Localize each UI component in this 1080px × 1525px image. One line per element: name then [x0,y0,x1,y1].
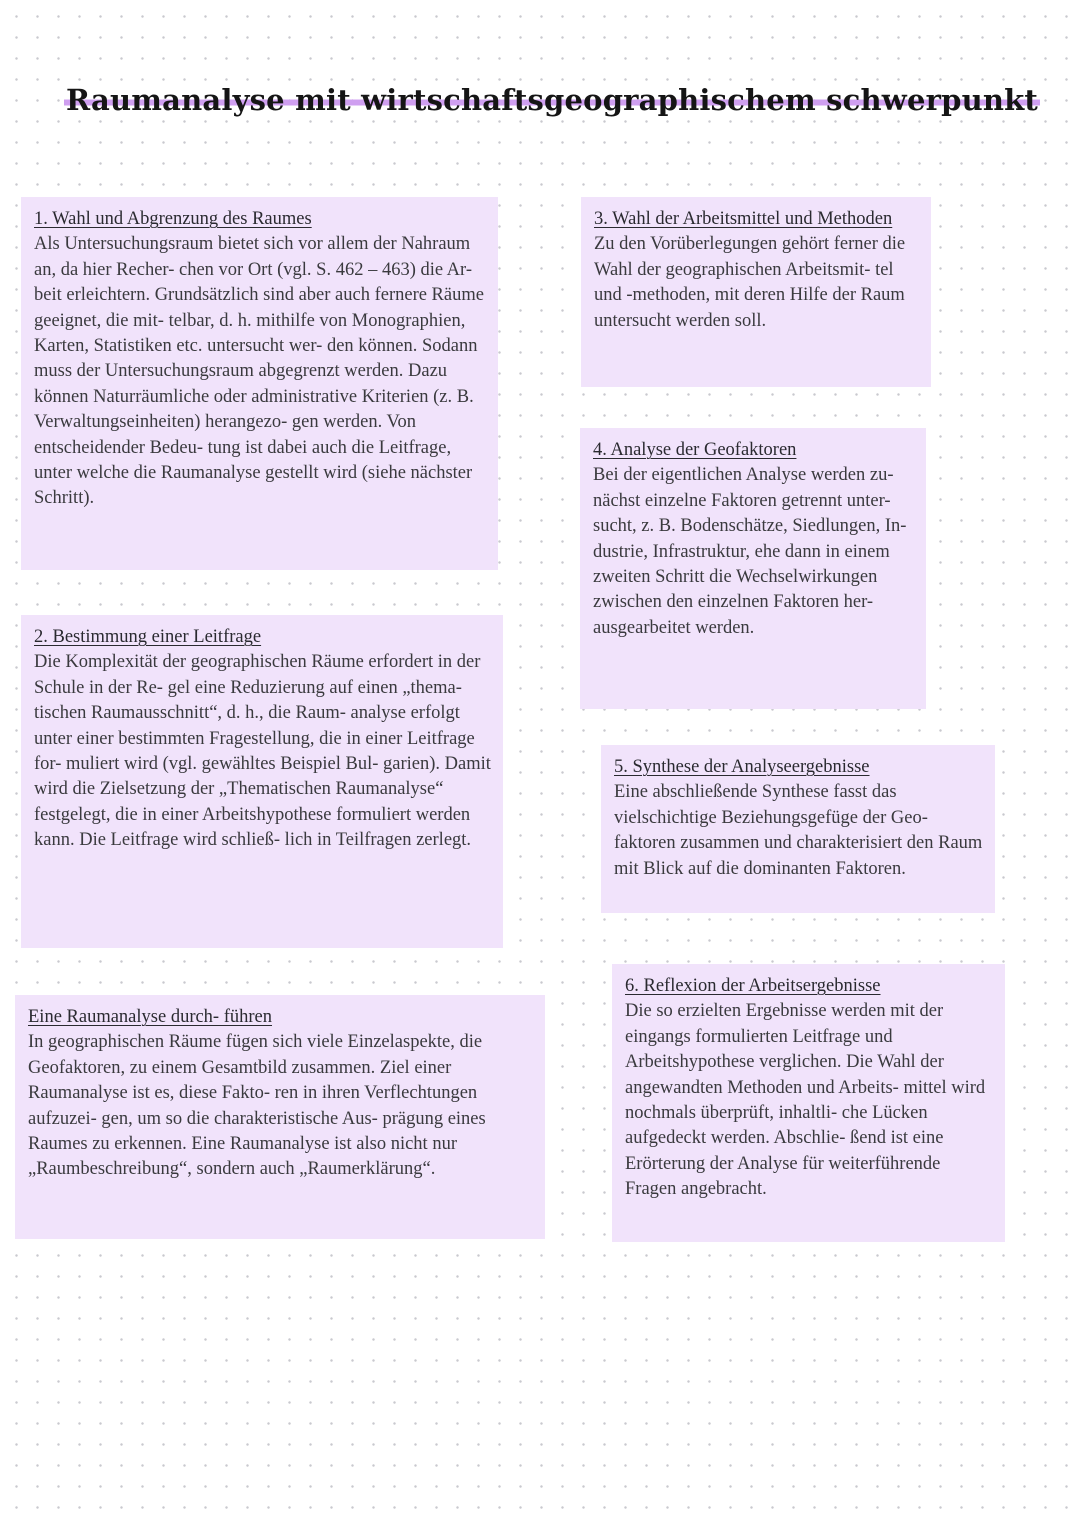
intro-card [15,995,545,1239]
step-1-card [21,197,498,570]
step-6-heading: 6. Reflexion der Arbeitsergebnisse [625,976,881,996]
step-1-heading: 1. Wahl und Abgrenzung des Raumes [34,209,312,229]
step-6-card [612,964,1005,1242]
step-5-card [601,745,995,913]
intro-text: In geographischen Räume fügen sich viele Einzelaspekte, die Geofaktoren, zu einem Gesamtbild zusammen. Ziel einer Raumanalyse ist es, diese Fakto- ren in ihren Verflechtungen aufzuzei- gen, um so die charakteristische Aus- prägung eines Raumes zu erkennen. Eine Raumanalyse ist also nicht nur „Raumbeschreibung“, sondern auch „Raumerklärung“. [28,1032,486,1180]
step-2-text: Die Komplexität der geographischen Räume erfordert in der Schule in der Re- gel eine Reduzierung auf einen „thema- tischen Raumausschnitt“, d. h., die Raum- analyse erfolgt unter einer bestimmten Fragestellung, die in einer Leitfrage for- muliert wird (vgl. gewähltes Beispiel Bul- garien). Damit wird die Zielsetzung der „Thematischen Raumanalyse“ festgelegt, die in einer Arbeitshypothese formuliert werden kann. Die Leitfrage wird schließ- lich in Teilfragen zerlegt. [34,652,491,851]
step-3-heading: 3. Wahl der Arbeitsmittel und Methoden [594,209,893,229]
step-5-heading: 5. Synthese der Analyseergebnisse [614,757,870,777]
page-title-text: Raumanalyse mit wirtschaftsgeographischem schwerpunkt [66,83,1039,117]
step-5-text: Eine abschließende Synthese fasst das vielschichtige Beziehungsgefüge der Geo- faktoren zusammen und charakterisiert den Raum mit Blick auf die dominanten Faktoren. [614,782,983,879]
page-title [64,80,1044,120]
step-2-card [21,615,503,948]
step-3-text: Zu den Vorüberlegungen gehört ferner die Wahl der geographischen Arbeitsmit- tel und -methoden, mit deren Hilfe der Raum untersucht werden soll. [594,234,906,331]
step-3-card [581,197,931,387]
step-2-heading: 2. Bestimmung einer Leitfrage [34,627,262,647]
step-4-card [580,428,926,709]
step-4-text: Bei der eigentlichen Analyse werden zu- nächst einzelne Faktoren getrennt unter- sucht, z. B. Bodenschätze, Siedlungen, In- dustrie, Infrastruktur, ehe dann in einem zweiten Schritt die Wechselwirkungen zwischen den einzelnen Faktoren her- ausgearbeitet werden. [593,465,907,638]
step-6-text: Die so erzielten Ergebnisse werden mit der eingangs formulierten Leitfrage und Arbeitshypothese verglichen. Die Wahl der angewandten Methoden und Arbeits- mittel wird nochmals überprüft, inhaltli- che Lücken aufgedeckt werden. Abschlie- ßend ist eine Erörterung der Analyse für weiterführende Fragen angebracht. [625,1001,986,1200]
intro-heading: Eine Raumanalyse durch- führen [28,1007,273,1027]
step-4-heading: 4. Analyse der Geofaktoren [593,440,797,460]
step-1-text: Als Untersuchungsraum bietet sich vor allem der Nahraum an, da hier Recher- chen vor Ort (vgl. S. 462 – 463) die Ar- beit erleichtern. Grundsätzlich sind aber auch fernere Räume geeignet, die mit- telbar, d. h. mithilfe von Monographien, Karten, Statistiken etc. untersucht wer- den können. Sodann muss der Untersuchungsraum abgegrenzt werden. Dazu können Naturräumliche oder administrative Kriterien (z. B. Verwaltungseinheiten) herangezo- gen werden. Von entscheidender Bedeu- tung ist dabei auch die Leitfrage, unter welche die Raumanalyse gestellt wird (siehe nächster Schritt). [34,234,484,509]
